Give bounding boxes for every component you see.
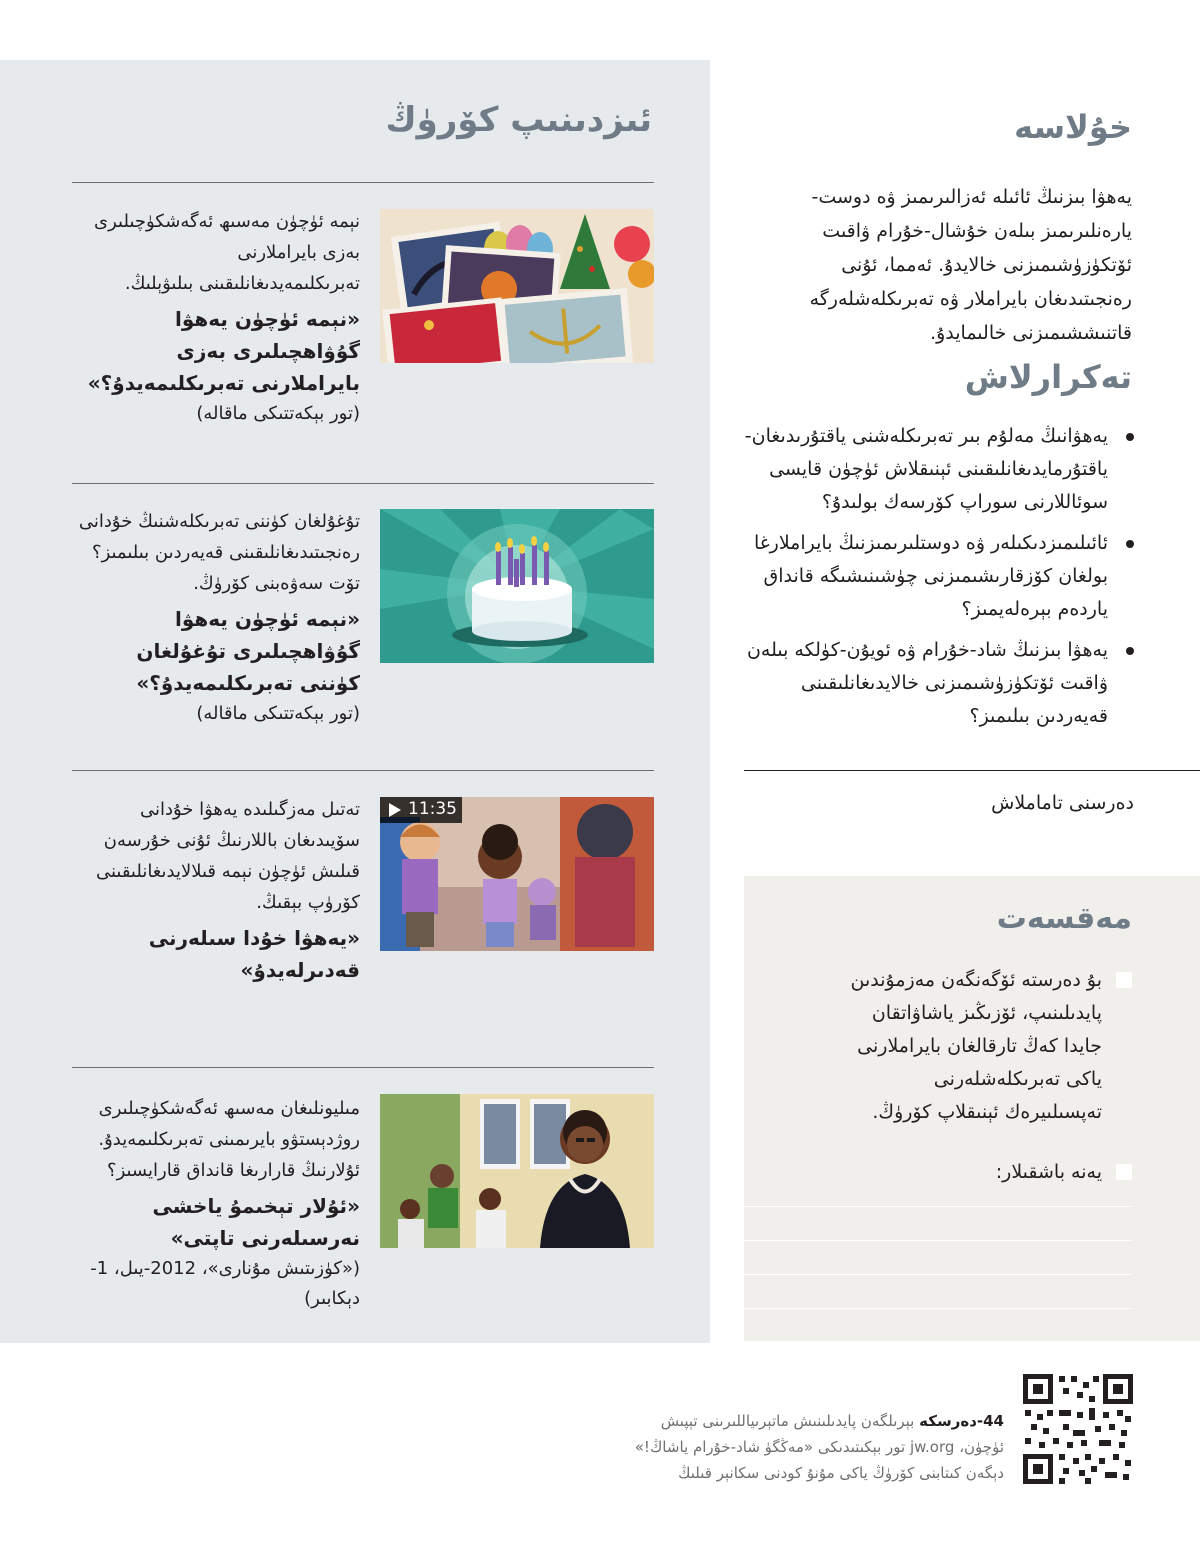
entry-2-source: (تور بېكەتتىكى ماقالە) [196, 703, 360, 724]
review-item: يەھۋانىڭ مەلۇم بىر تەبرىكلەشنى ياقتۇرىدىغان-ياقتۇرمايدىغانلىقىنى ئېنىقلاش ئۈچۈن قايسى سوئاللارنى سوراپ كۆرسەك بولىدۇ؟ [744, 420, 1112, 519]
review-item: ئائىلىمىزدىكىلەر ۋە دوستلىرىمىزنىڭ بايراملارغا بولغان كۆزقارىشىمىزنى چۈشىنىشىگە قانداق ياردەم بېرەلەيمىز؟ [744, 527, 1112, 626]
entry-4-link[interactable]: «ئۇلار تېخىمۇ ياخشى نەرسىلەرنى تاپتى» [152, 1194, 360, 1250]
review-heading: تەكرارلاش [964, 358, 1132, 396]
complete-lesson-label[interactable]: دەرسنى تاماملاش [991, 792, 1134, 814]
video-duration: 11:35 [408, 799, 457, 819]
divider [72, 770, 654, 771]
divider [744, 770, 1200, 771]
note-line[interactable] [744, 1240, 1132, 1241]
divider [72, 483, 654, 484]
entry-1 [72, 206, 360, 429]
entry-3 [72, 794, 360, 986]
qr-code-icon[interactable] [1023, 1374, 1133, 1484]
entry-2-desc: تۇغۇلغان كۈننى تەبرىكلەشنىڭ خۇدانى رەنجىتىدىغانلىقىنى قەيەردىن بىلىمىز؟ تۆت سەۋەبنى كۆرۈڭ. [78, 511, 360, 594]
footer-line1: بېرىلگەن پايدىلىنىش ماتېرىياللىرىنى تېپىش [660, 1412, 920, 1430]
entry-3-link[interactable]: «يەھۋا خۇدا سىلەرنى قەدىرلەيدۇ» [148, 926, 360, 982]
entry-2-link[interactable]: «نېمە ئۈچۈن يەھۋا گۇۋاھچىلىرى تۇغۇلغان كۈننى تەبرىكلىمەيدۇ؟» [136, 607, 360, 695]
goal-heading: مەقسەت [996, 901, 1132, 936]
footer-line2: ئۈچۈن، jw.org تور بېكىتىدىكى «مەڭگۈ شاد-خۇرام ياشاڭ!» [634, 1438, 1004, 1456]
footer-lesson-label: 44-دەرسكە [919, 1412, 1004, 1430]
goal-checkbox[interactable] [1116, 972, 1132, 988]
entry-1-source: (تور بېكەتتىكى ماقالە) [196, 403, 360, 424]
summary-text: يەھۋا بىزنىڭ ئائىلە ئەزالىرىمىز ۋە دوست-يارەنلىرىمىز بىلەن خۇشال-خۇرام ۋاقىت ئۆتكۈزۈشىمىزنى خالايدۇ. ئەمما، ئۇنى رەنجىتىدىغان بايراملار ۋە تەبرىكلەشلەرگە قاتنىششىمىزنى خالىمايدۇ. [809, 186, 1132, 344]
other-label: يەنە باشقىلار: [995, 1161, 1102, 1183]
explore-title: ئىزدىنىپ كۆرۈڭ [385, 100, 652, 140]
entry-4-desc: مىليونلىغان مەسىھ ئەگەشكۈچىلىرى روژدېستۋو بايرىمىنى تەبرىكلىمەيدۇ. ئۇلارنىڭ قارارىغا قانداق قارايسىز؟ [98, 1098, 360, 1181]
note-line[interactable] [744, 1308, 1132, 1309]
birthday-cake-image[interactable] [380, 509, 654, 663]
divider [72, 1067, 654, 1068]
video-thumbnail[interactable] [380, 797, 654, 951]
entry-2 [72, 506, 360, 729]
entry-1-link[interactable]: «نېمە ئۈچۈن يەھۋا گۇۋاھچىلىرى بەزى بايراملارنى تەبرىكلىمەيدۇ؟» [87, 307, 360, 395]
entry-1-desc: نېمە ئۈچۈن مەسىھ ئەگەشكۈچىلىرى بەزى بايراملارنى تەبرىكلىمەيدىغانلىقىنى بىلىۋېلىڭ. [94, 211, 360, 294]
entry-4-source: («كۈزىتىش مۇنارى»، 2012-يىل، 1-دېكابىر) [90, 1258, 360, 1309]
note-line[interactable] [744, 1206, 1132, 1207]
goal-text: بۇ دەرستە ئۆگەنگەن مەزمۇندىن پايدىلىنىپ، ئۆزىڭىز ياشاۋاتقان جايدا كەڭ تارقالغان بايراملارنى ياكى تەبرىكلەشلەرنى تەپسىلىيرەك ئېنىقلاپ كۆرۈڭ. [850, 969, 1102, 1123]
goal-box [744, 876, 1200, 1341]
divider [72, 182, 654, 183]
footer-line3: دېگەن كىتابنى كۆرۈڭ ياكى مۇنۇ كودنى سكانېر قىلىڭ [678, 1464, 1004, 1482]
review-item: يەھۋا بىزنىڭ شاد-خۇرام ۋە ئويۇن-كۈلكە بىلەن ۋاقىت ئۆتكۈزۈشىمىزنى خالايدىغانلىقىنى قەيەردىن بىلىمىز؟ [744, 634, 1112, 733]
review-list [744, 420, 1112, 741]
footer-text [600, 1408, 1004, 1486]
note-line[interactable] [744, 1274, 1132, 1275]
entry-4 [72, 1093, 360, 1314]
holiday-photos-image[interactable] [380, 209, 654, 363]
other-checkbox[interactable] [1116, 1164, 1132, 1180]
family-photo-image[interactable] [380, 1094, 654, 1248]
summary-heading: خۇلاسە [1014, 108, 1132, 146]
entry-3-desc: تەتىل مەزگىلىدە يەھۋا خۇدانى سۆيىدىغان باللارنىڭ ئۇنى خۇرسەن قىلىش ئۈچۈن نېمە قىلالايدىغانلىقىنى كۆرۈپ بېقىڭ. [95, 799, 360, 913]
